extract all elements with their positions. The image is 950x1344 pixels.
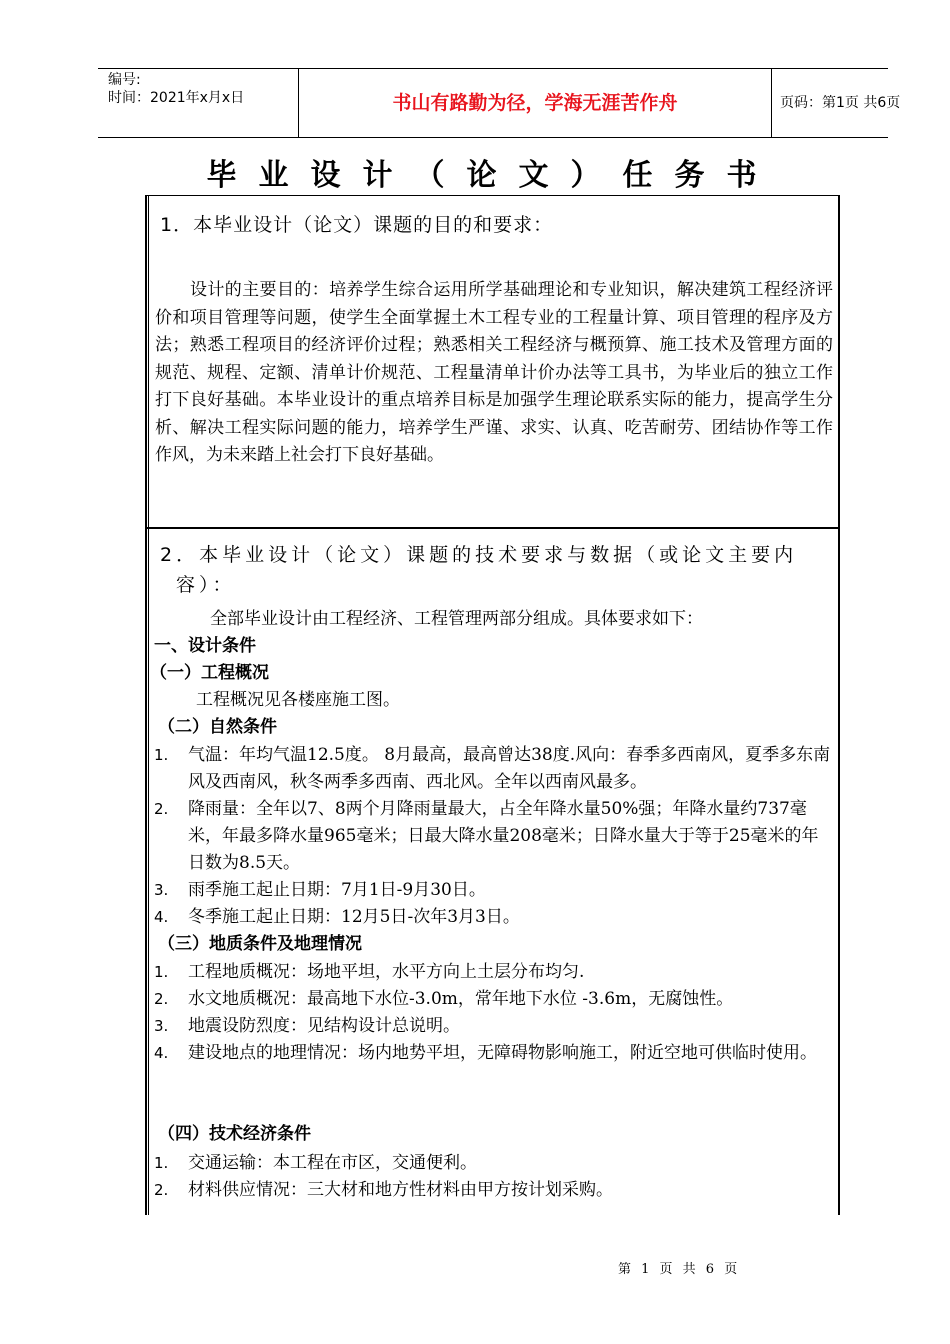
list-item — [152, 1040, 832, 1067]
serial-label: 编号: — [108, 72, 141, 88]
section2-intro: 全部毕业设计由工程经济、工程管理两部分组成。具体要求如下： — [210, 609, 703, 629]
section-divider — [145, 527, 840, 529]
list-item-number: 2. — [154, 990, 169, 1008]
header-meta — [98, 69, 298, 137]
document-title: 毕业设计（论文）任务书 — [206, 158, 779, 193]
list-item-text: 材料供应情况：三大材和地方性材料由甲方按计划采购。 — [188, 1180, 613, 1200]
section1-heading: 1．本毕业设计（论文）课题的目的和要求： — [160, 214, 554, 236]
list-item-text: 降雨量：全年以7、8两个月降雨量最大，占全年降水量50%强；年降水量约737毫米，年最多降水量965毫米；日最大降水量208毫米；日降水量大于等于25毫米的年日数为8.5天。 — [188, 799, 819, 873]
list-item-number: 4. — [154, 1044, 169, 1062]
list-item-number: 2. — [154, 800, 169, 818]
table-inner-left-rule — [148, 195, 149, 1215]
list-item — [152, 742, 832, 796]
time-label: 时间：2021年x月x日 — [108, 90, 245, 106]
section1-paragraph: 设计的主要目的：培养学生综合运用所学基础理论和专业知识，解决建筑工程经济评价和项目管理等问题，使学生全面掌握土木工程专业的工程量计算、项目管理的程序及方法；熟悉工程项目的经济评价过程；熟悉相关工程经济与概预算、施工技术及管理方面的规范、规程、定额、清单计价规范、工程量清单计价办法等工具书，为毕业后的独立工作打下良好基础。本毕业设计的重点培养目标是加强学生理论联系实际的能力，提高学生分析、解决工程实际问题的能力，培养学生严谨、求实、认真、吃苦耐劳、团结协作等工作作风，为未来踏上社会打下良好基础。 — [155, 280, 833, 465]
list-item-text: 水文地质概况：最高地下水位-3.0m，常年地下水位 -3.6m，无腐蚀性。 — [188, 989, 734, 1009]
list-item-text: 气温：年均气温12.5度。 8月最高，最高曾达38度.风向：春季多西南风，夏季多东南风及西南风，秋冬两季多西南、西北风。全年以西南风最多。 — [188, 745, 831, 792]
list-item-number: 1. — [154, 963, 169, 981]
subheading-geology: （三）地质条件及地理情况 — [158, 934, 362, 954]
subheading-tech-econ: （四）技术经济条件 — [158, 1124, 311, 1144]
list-item-number: 1. — [154, 746, 169, 764]
list-item-text: 雨季施工起止日期：7月1日-9月30日。 — [188, 880, 486, 900]
list-item — [152, 986, 832, 1013]
list-item-number: 1. — [154, 1154, 169, 1172]
list-item — [152, 959, 832, 986]
motto-text: 书山有路勤为径，学海无涯苦作舟 — [392, 92, 678, 114]
list-item-number: 2. — [154, 1181, 169, 1199]
list-item — [152, 877, 832, 904]
page-header — [98, 68, 901, 138]
part-heading: 一、设计条件 — [154, 636, 256, 656]
list-item — [152, 1150, 832, 1177]
list-item — [152, 796, 832, 877]
section2-heading-cont: 容）： — [176, 574, 236, 596]
list-item — [152, 1177, 832, 1204]
geology-list — [152, 959, 832, 1067]
list-item-text: 地震设防烈度：见结构设计总说明。 — [188, 1016, 460, 1036]
section2-heading: 2．本毕业设计（论文）课题的技术要求与数据（或论文主要内 — [160, 544, 798, 566]
natural-conditions-list — [152, 742, 832, 931]
list-item-number: 4. — [154, 908, 169, 926]
header-motto-cell — [298, 69, 772, 137]
subheading-overview: （一）工程概况 — [150, 663, 269, 683]
list-item-text: 冬季施工起止日期：12月5日-次年3月3日。 — [188, 907, 520, 927]
page-info: 页码：第1页 共6页 — [780, 95, 901, 111]
subheading-natural: （二）自然条件 — [158, 717, 277, 737]
list-item-number: 3. — [154, 881, 169, 899]
tech-econ-list — [152, 1150, 832, 1204]
overview-text: 工程概况见各楼座施工图。 — [196, 690, 400, 710]
page-footer: 第 1 页 共 6 页 — [618, 1262, 741, 1277]
list-item — [152, 1013, 832, 1040]
list-item-text: 工程地质概况：场地平坦，水平方向上土层分布均匀. — [188, 962, 585, 982]
list-item — [152, 904, 832, 931]
list-item-text: 交通运输：本工程在市区，交通便利。 — [188, 1153, 477, 1173]
list-item-number: 3. — [154, 1017, 169, 1035]
list-item-text: 建设地点的地理情况：场内地势平坦，无障碍物影响施工，附近空地可供临时使用。 — [188, 1043, 817, 1063]
